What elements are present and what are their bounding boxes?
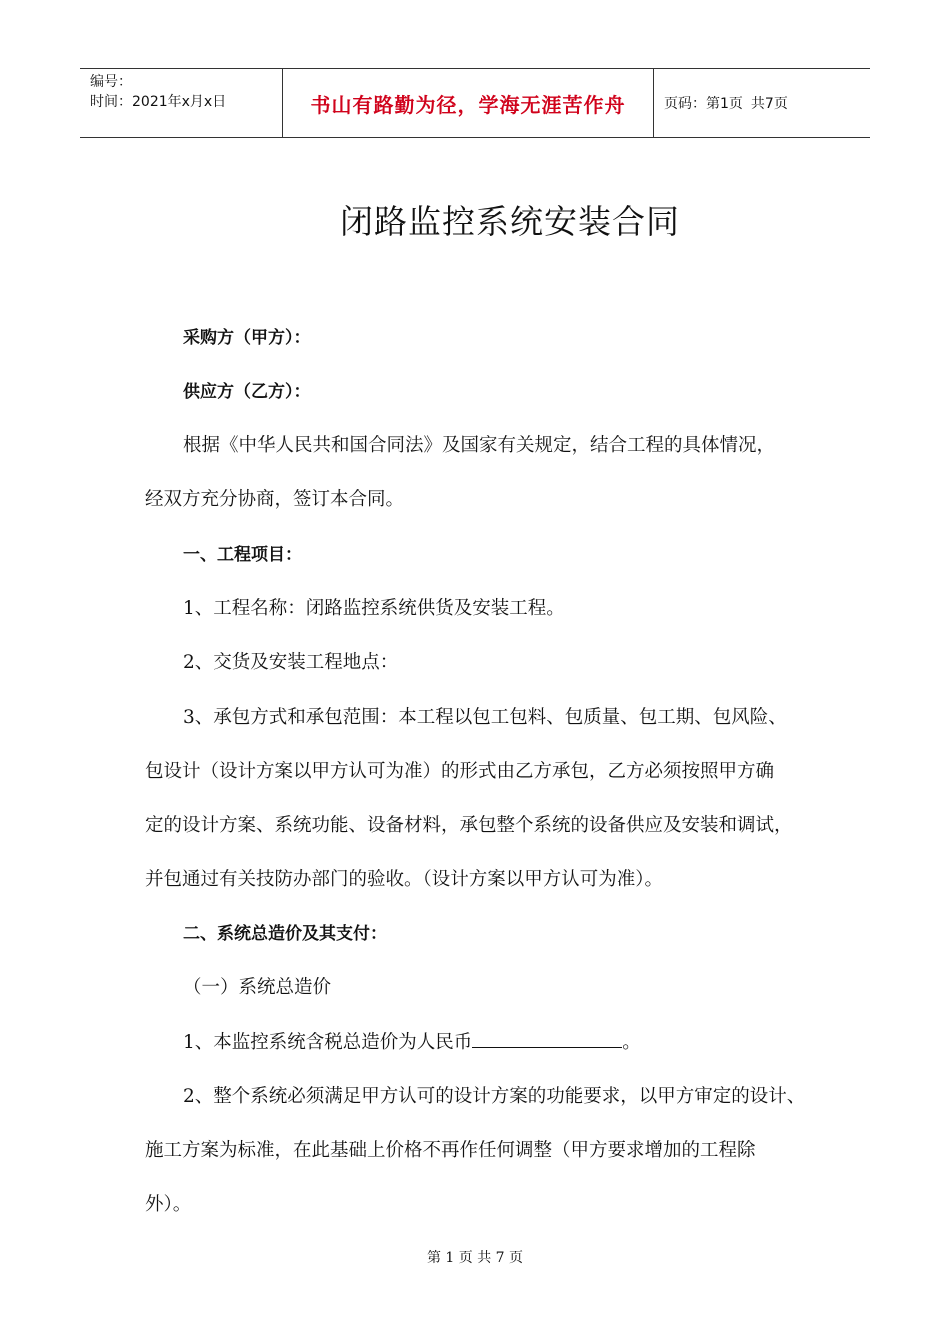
item-3-line-1: 3、承包方式和承包范围：本工程以包工包料、包质量、包工期、包风险、 — [183, 707, 787, 728]
page-number-cell — [654, 69, 870, 137]
section-2-heading: 二、系统总造价及其支付： — [183, 924, 387, 944]
price-item-2-line-3: 外）。 — [145, 1194, 192, 1215]
price-item-1 — [183, 1028, 641, 1054]
total-pages-label: 共7页 — [750, 96, 788, 112]
page-label: 页码：第1页 — [664, 96, 743, 112]
intro-line-2: 经双方充分协商，签订本合同。 — [145, 489, 405, 510]
header-table — [80, 68, 870, 138]
header-info-cell — [80, 69, 282, 137]
price-item-1-end: 。 — [622, 1032, 641, 1053]
motto-text: 书山有路勤为径，学海无涯苦作舟 — [310, 92, 626, 117]
subsection-1-heading: （一）系统总造价 — [183, 977, 332, 998]
document-number-label: 编号： — [90, 74, 132, 90]
document-time-label: 时间：2021年x月x日 — [90, 94, 227, 110]
item-3-line-4: 并包通过有关技防办部门的验收。（设计方案以甲方认可为准）。 — [145, 869, 664, 890]
price-item-1-text: 1、本监控系统含税总造价为人民币 — [183, 1032, 473, 1053]
buyer-line: 采购方（甲方）： — [183, 328, 311, 348]
motto-cell — [282, 69, 654, 137]
supplier-line: 供应方（乙方）： — [183, 382, 311, 402]
item-3-line-3: 定的设计方案、系统功能、设备材料，承包整个系统的设备供应及安装和调试， — [145, 815, 793, 836]
price-blank-line — [472, 1029, 622, 1048]
item-1: 1、工程名称：闭路监控系统供货及安装工程。 — [183, 598, 565, 619]
price-item-2-line-1: 2、整个系统必须满足甲方认可的设计方案的功能要求，以甲方审定的设计、 — [183, 1086, 806, 1107]
item-2: 2、交货及安装工程地点： — [183, 652, 399, 673]
intro-line-1: 根据《中华人民共和国合同法》及国家有关规定，结合工程的具体情况， — [183, 435, 776, 456]
price-item-2-line-2: 施工方案为标准，在此基础上价格不再作任何调整（甲方要求增加的工程除 — [145, 1140, 756, 1161]
section-1-heading: 一、工程项目： — [183, 545, 302, 565]
page-footer: 第 1 页 共 7 页 — [426, 1250, 524, 1266]
document-title: 闭路监控系统安装合同 — [340, 202, 680, 241]
item-3-line-2: 包设计（设计方案以甲方认可为准）的形式由乙方承包，乙方必须按照甲方确 — [145, 761, 775, 782]
